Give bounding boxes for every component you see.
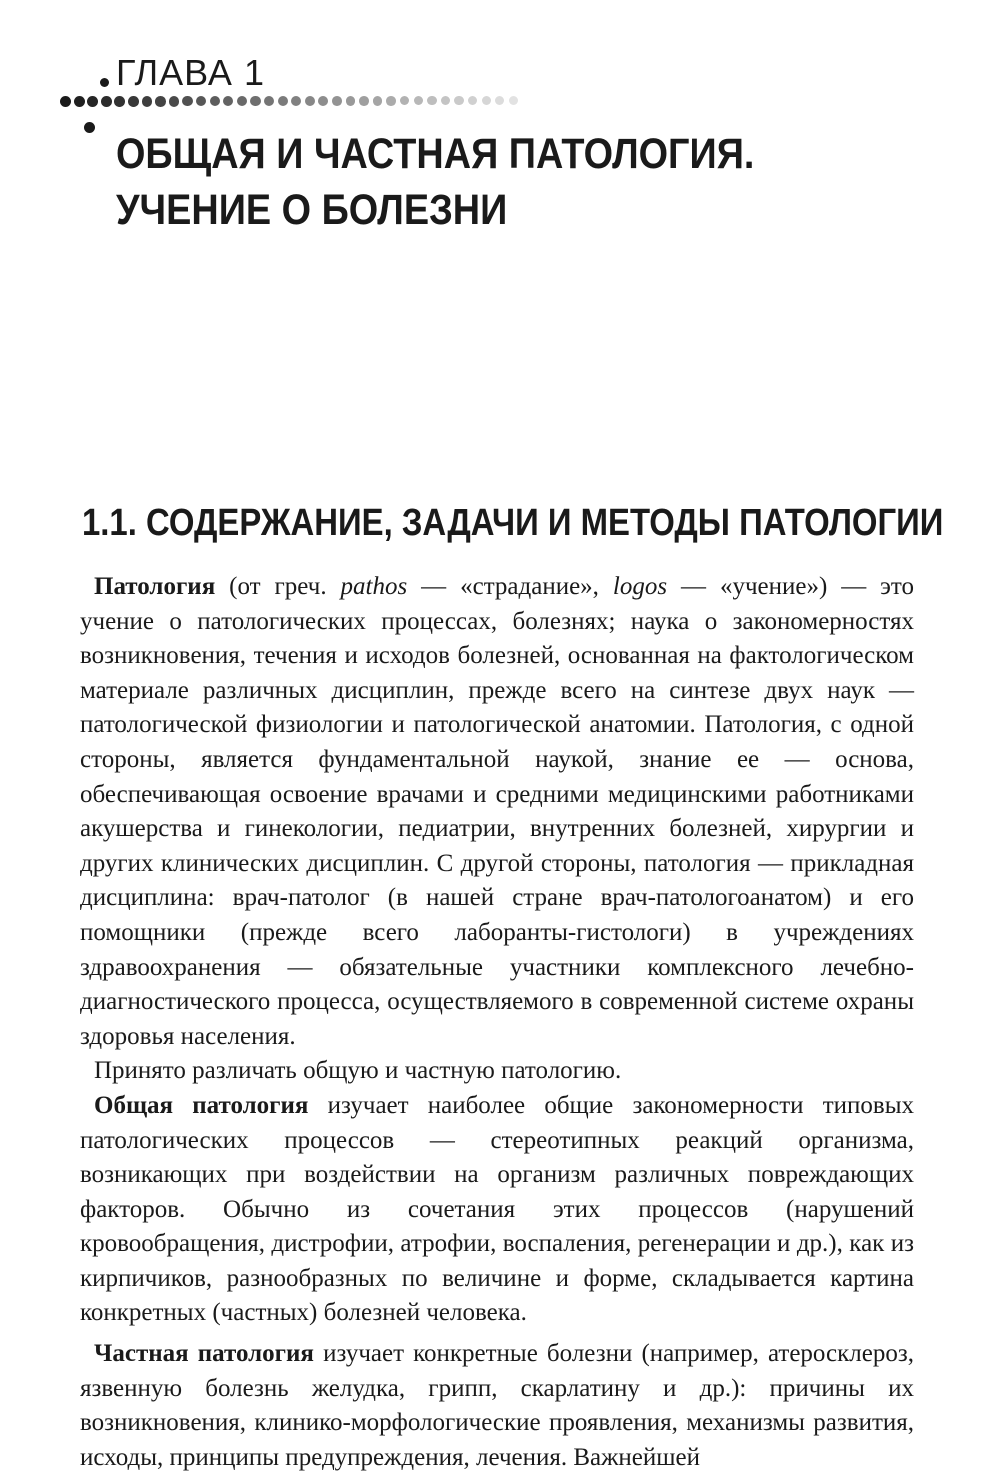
paragraph [80, 1054, 914, 1089]
decor-dot [250, 96, 260, 106]
decor-dot [101, 96, 112, 107]
decor-dot [359, 96, 369, 106]
decor-dot [414, 96, 423, 105]
decor-dot [114, 96, 125, 107]
decor-dot [400, 96, 409, 105]
decor-dot [237, 96, 247, 106]
decor-dot [318, 96, 328, 106]
paragraph-text: изучает конкретные болезни (например, атеросклероз, язвенную болезнь желудка, грипп, скарлатину и др.): причины их возникновения, клинико-морфологические проявления, механизмы развития, исходы, принципы предупреждения, лечения. Важнейшей [80, 1340, 914, 1471]
decor-dot [87, 96, 98, 107]
decor-dot-row [60, 96, 520, 110]
decor-dot [468, 96, 477, 105]
decor-dot [332, 96, 342, 106]
term-bold: Патология [94, 573, 216, 600]
decor-dot [264, 96, 274, 106]
decor-dot [509, 96, 518, 105]
decor-dot [482, 96, 491, 105]
chapter-title-line: УЧЕНИЕ О БОЛЕЗНИ [116, 186, 508, 234]
body-text [80, 570, 914, 1475]
decor-dot [210, 96, 220, 106]
paragraph [80, 570, 914, 1054]
decor-dot [196, 96, 206, 106]
paragraph [80, 1089, 914, 1331]
chapter-title-line: ОБЩАЯ И ЧАСТНАЯ ПАТОЛОГИЯ. [116, 130, 755, 178]
decor-dot [60, 96, 71, 107]
paragraph-text: — «страдание», [407, 573, 613, 600]
decor-dot [305, 96, 315, 106]
term-italic: logos [612, 573, 668, 600]
paragraph-text: изучает наиболее общие закономерности типовых патологических процессов — стереотипных реакций организма, возникающих при воздействии на организм различных повреждающих факторов. Обычно из сочетания этих процессов (нарушений кровообращения, дистрофии, атрофии, воспаления, регенерации и др.), как из кирпичиков, разнообразных по величине и форме, складывается картина конкретных (частных) болезней человека. [80, 1091, 914, 1327]
decor-dot [291, 96, 301, 106]
decor-dot [346, 96, 356, 106]
decor-dot [223, 96, 233, 106]
paragraph-text: (от греч. [215, 573, 341, 600]
decor-dot [427, 96, 436, 105]
chapter-title [116, 126, 873, 238]
decor-dot [373, 96, 383, 106]
decor-dot [128, 96, 139, 107]
decor-dot [84, 122, 95, 133]
decor-dot [386, 96, 396, 106]
decor-dot [454, 96, 463, 105]
decor-dot [278, 96, 288, 106]
decor-dot [100, 78, 109, 87]
decor-dot [495, 96, 504, 105]
paragraph [80, 1337, 914, 1475]
paragraph-text: Принято различать общую и частную патологию. [94, 1057, 622, 1085]
section-title: 1.1. СОДЕРЖАНИЕ, ЗАДАЧИ И МЕТОДЫ ПАТОЛОГИИ [82, 502, 944, 544]
decor-dot [169, 96, 180, 107]
term-bold: Общая патология [94, 1091, 309, 1119]
term-italic: pathos [340, 573, 408, 600]
paragraph-text: — «учение») — это учение о патологических процессах, болезнях; наука о закономерностях возникновения, течения и исходов болезней, основанная на фактологическом материале различных дисциплин, прежде всего на синтезе двух наук — патологической физиологии и патологической анатомии. Патология, с одной стороны, является фундаментальной наукой, знание ее — основа, обеспечивающая освоение врачами и средними медицинскими работниками акушерства и гинекологии, педиатрии, внутренних болезней, хирургии и других клинических дисциплин. С другой стороны, патология — прикладная дисциплина: врач-патолог (в нашей стране врач-патологоанатом) и его помощники (прежде всего лаборанты-гистологи) в учреждениях здравоохранения — обязательные участники комплексного лечебно-диагностического процесса, осуществляемого в современной системе охраны здоровья населения. [80, 573, 914, 1050]
decor-dot [142, 96, 153, 107]
decor-dot [182, 96, 192, 106]
term-bold: Частная патология [94, 1340, 314, 1368]
decor-dot [74, 96, 85, 107]
chapter-label: ГЛАВА 1 [116, 52, 265, 93]
decor-dot [155, 96, 166, 107]
decor-dot [441, 96, 450, 105]
